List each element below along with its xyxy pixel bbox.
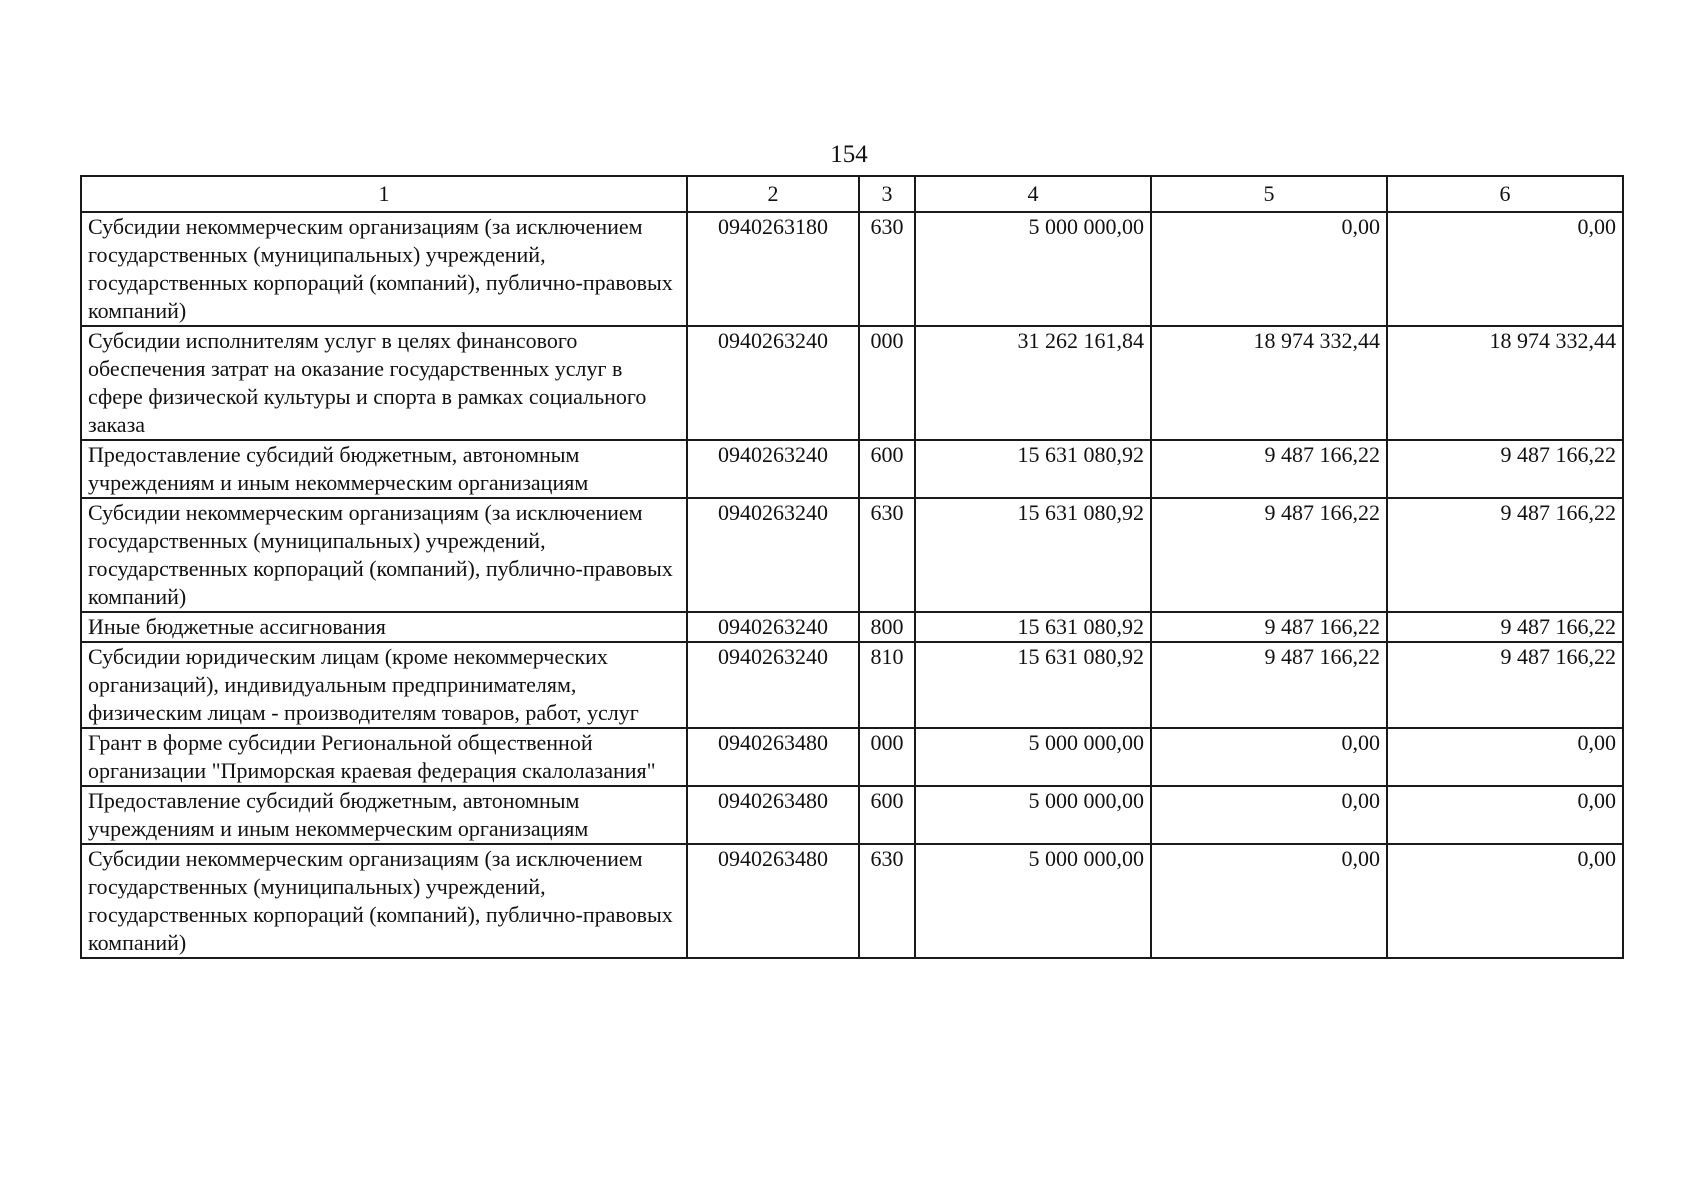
- row-code: 0940263240: [687, 612, 859, 642]
- row-code: 0940263240: [687, 326, 859, 440]
- row-value-4: 15 631 080,92: [915, 440, 1151, 498]
- table-row: [81, 212, 1623, 326]
- row-name: Субсидии некоммерческим организациям (за исключением государственных (муниципальных) учреждений, государственных корпораций (компаний), публично-правовых компаний): [81, 212, 687, 326]
- table-row: [81, 642, 1623, 728]
- row-code: 0940263240: [687, 440, 859, 498]
- row-code: 0940263240: [687, 642, 859, 728]
- row-type: 600: [859, 440, 915, 498]
- row-name: Предоставление субсидий бюджетным, автономным учреждениям и иным некоммерческим организациям: [81, 786, 687, 844]
- row-value-5: 0,00: [1151, 786, 1387, 844]
- row-code: 0940263240: [687, 498, 859, 612]
- column-header-6: 6: [1387, 176, 1623, 212]
- column-header-1: 1: [81, 176, 687, 212]
- row-value-6: 0,00: [1387, 844, 1623, 958]
- row-type: 630: [859, 498, 915, 612]
- table-row: [81, 498, 1623, 612]
- row-value-5: 0,00: [1151, 728, 1387, 786]
- row-name: Иные бюджетные ассигнования: [81, 612, 687, 642]
- row-code: 0940263480: [687, 786, 859, 844]
- column-header-5: 5: [1151, 176, 1387, 212]
- table-row: [81, 728, 1623, 786]
- row-name: Субсидии некоммерческим организациям (за исключением государственных (муниципальных) учреждений, государственных корпораций (компаний), публично-правовых компаний): [81, 498, 687, 612]
- row-value-6: 9 487 166,22: [1387, 612, 1623, 642]
- row-value-5: 18 974 332,44: [1151, 326, 1387, 440]
- row-value-4: 5 000 000,00: [915, 212, 1151, 326]
- row-value-5: 0,00: [1151, 844, 1387, 958]
- header-row: [81, 176, 1623, 212]
- table-row: [81, 612, 1623, 642]
- row-name: Грант в форме субсидии Региональной общественной организации "Приморская краевая федерация скалолазания": [81, 728, 687, 786]
- budget-table: [80, 175, 1624, 959]
- column-header-2: 2: [687, 176, 859, 212]
- row-value-6: 9 487 166,22: [1387, 642, 1623, 728]
- column-header-4: 4: [915, 176, 1151, 212]
- row-value-6: 0,00: [1387, 728, 1623, 786]
- row-code: 0940263480: [687, 844, 859, 958]
- row-value-6: 9 487 166,22: [1387, 440, 1623, 498]
- row-value-4: 15 631 080,92: [915, 498, 1151, 612]
- column-header-3: 3: [859, 176, 915, 212]
- table-row: [81, 326, 1623, 440]
- row-value-5: 9 487 166,22: [1151, 642, 1387, 728]
- row-value-5: 9 487 166,22: [1151, 498, 1387, 612]
- row-type: 600: [859, 786, 915, 844]
- row-value-5: 9 487 166,22: [1151, 440, 1387, 498]
- row-value-5: 0,00: [1151, 212, 1387, 326]
- row-type: 810: [859, 642, 915, 728]
- table-row: [81, 786, 1623, 844]
- row-value-6: 9 487 166,22: [1387, 498, 1623, 612]
- row-type: 000: [859, 326, 915, 440]
- row-type: 630: [859, 212, 915, 326]
- row-name: Предоставление субсидий бюджетным, автономным учреждениям и иным некоммерческим организациям: [81, 440, 687, 498]
- row-value-4: 5 000 000,00: [915, 844, 1151, 958]
- row-name: Субсидии юридическим лицам (кроме некоммерческих организаций), индивидуальным предпринимателям, физическим лицам - производителям товаров, работ, услуг: [81, 642, 687, 728]
- row-value-6: 0,00: [1387, 212, 1623, 326]
- table-row: [81, 844, 1623, 958]
- row-value-4: 15 631 080,92: [915, 612, 1151, 642]
- row-code: 0940263480: [687, 728, 859, 786]
- row-value-4: 5 000 000,00: [915, 786, 1151, 844]
- row-value-4: 15 631 080,92: [915, 642, 1151, 728]
- table-row: [81, 440, 1623, 498]
- row-value-4: 31 262 161,84: [915, 326, 1151, 440]
- row-type: 800: [859, 612, 915, 642]
- page-number: 154: [830, 141, 868, 168]
- row-value-4: 5 000 000,00: [915, 728, 1151, 786]
- row-value-6: 0,00: [1387, 786, 1623, 844]
- row-type: 000: [859, 728, 915, 786]
- row-name: Субсидии исполнителям услуг в целях финансового обеспечения затрат на оказание государственных услуг в сфере физической культуры и спорта в рамках социального заказа: [81, 326, 687, 440]
- row-value-6: 18 974 332,44: [1387, 326, 1623, 440]
- row-value-5: 9 487 166,22: [1151, 612, 1387, 642]
- row-name: Субсидии некоммерческим организациям (за исключением государственных (муниципальных) учреждений, государственных корпораций (компаний), публично-правовых компаний): [81, 844, 687, 958]
- row-type: 630: [859, 844, 915, 958]
- row-code: 0940263180: [687, 212, 859, 326]
